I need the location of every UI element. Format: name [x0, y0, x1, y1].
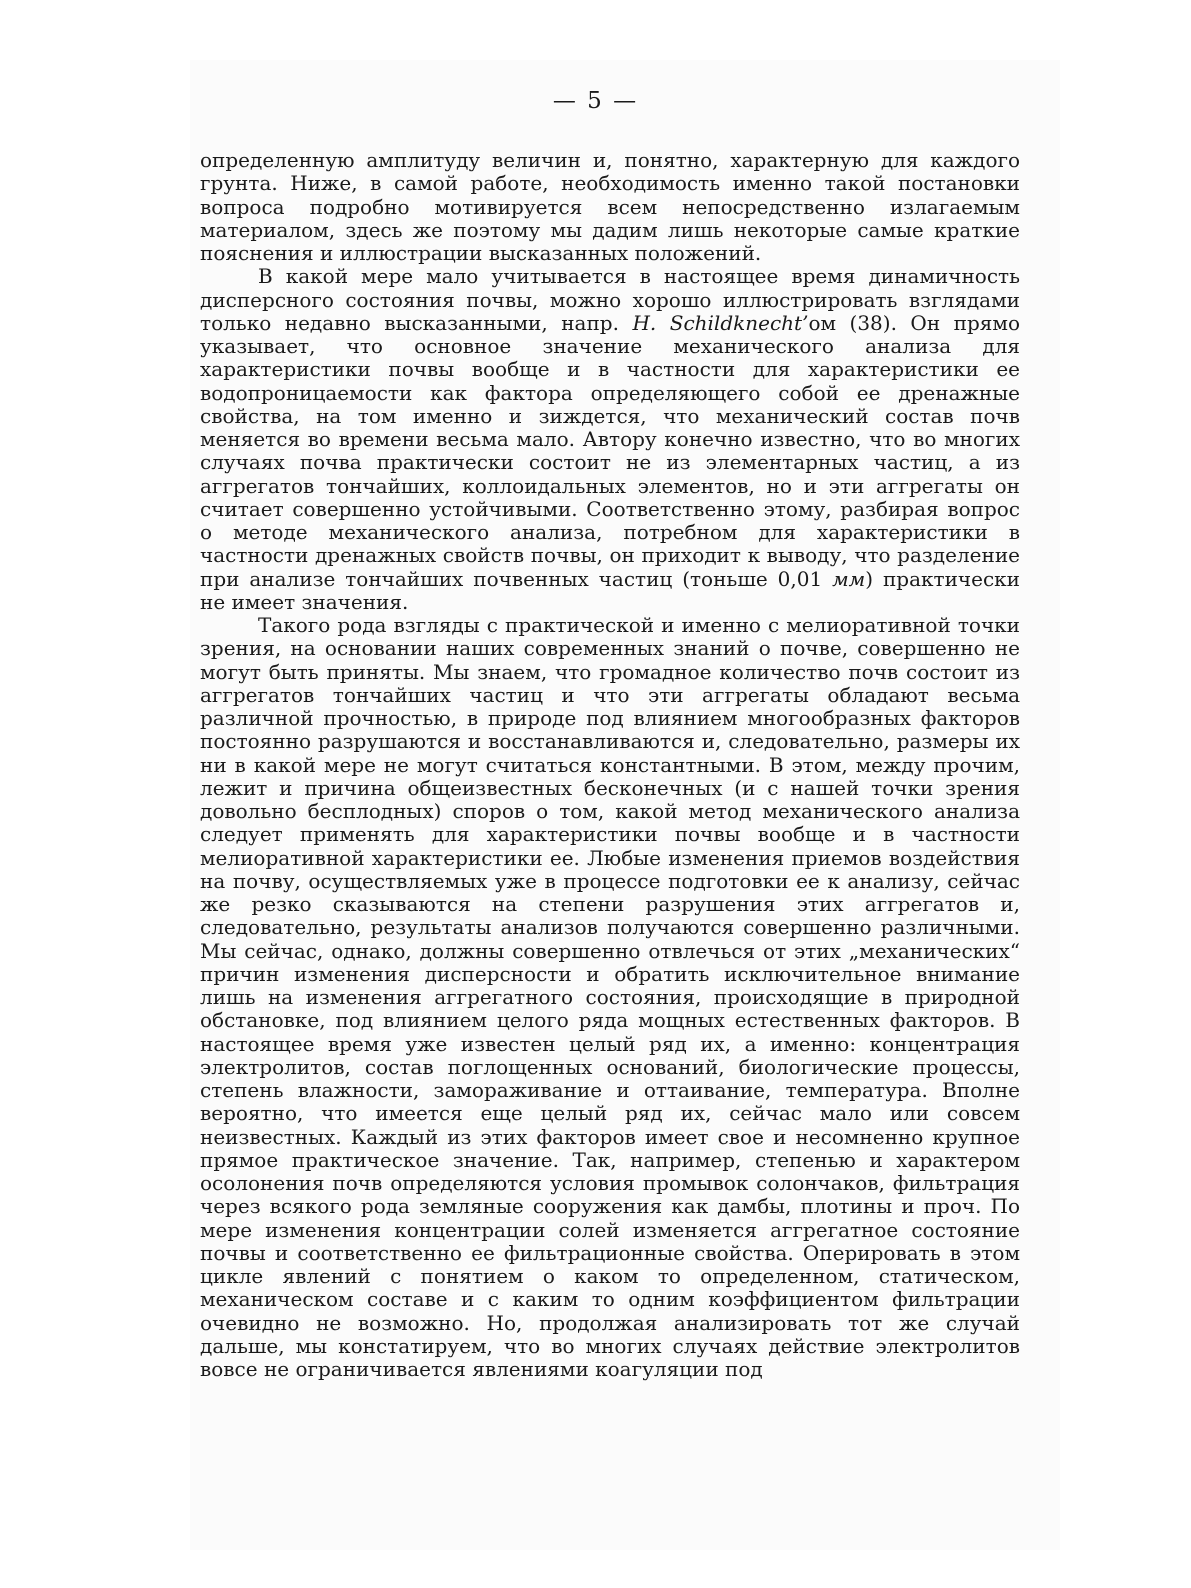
paragraph-text-segment: ом (38). Он прямо указывает, что основное значение механического анализа для характеристики почвы вообще и в частности для характеристики ее водопроницаемости как фактора определяющего собой ее дренажные свойства, на том именно и зиждется, что механический состав почв меняется во времени весьма мало. Автору конечно известно, что во многих случаях почва практически состоит не из элементарных частиц, а из аггрегатов тончайших, коллоидальных элементов, но и эти аггрегаты он считает совершенно устойчивыми. Соответственно этому, разбирая вопрос о методе механического анализа, потребном для характеристики в частности дренажных свойств почвы, он приходит к выводу, что разделение при анализе тончайших почвенных частиц (тоньше 0,01	[200, 310, 1020, 591]
page-number: — 5 —	[552, 88, 639, 114]
paragraph-text-segment: В какой мере мало учитывается в настоящее время динамичность дисперсного состояния почвы, можно хорошо иллюстрировать взглядами только недавно высказанными, напр.	[200, 264, 1020, 335]
unit-italic: мм	[832, 566, 866, 591]
paragraph-melioration: Такого рода взгляды с практической и именно с мелиоративной точки зрения, на основании наших современных знаний о почве, совершенно не могут быть приняты. Мы знаем, что громадное количество почв состоит из аггрегатов тончайших частиц и что эти аггрегаты обладают весьма различной прочностью, в природе под влиянием многообразных факторов постоянно разрушаются и восстанавливаются и, следовательно, размеры их ни в какой мере не могут считаться константными. В этом, между прочим, лежит и причина общеизвестных бесконечных (и с нашей точки зрения довольно бесплодных) споров о том, какой метод механического анализа следует применять для характеристики почвы вообще и в частности мелиоративной характеристики ее. Любые изменения приемов воздействия на почву, осуществляемых уже в процессе подготовки ее к анализу, сейчас же резко сказываются на степени разрушения этих аггрегатов и, следовательно, результаты анализов получаются совершенно различными. Мы сейчас, однако, должны совершенно отвлечься от этих „механических“ причин изменения дисперсности и обратить исключительное внимание лишь на изменения аггрегатного состояния, происходящие в природной обстановке, под влиянием целого ряда мощных естественных факторов. В настоящее время уже известен целый ряд их, а именно: концентрация электролитов, состав поглощенных оснований, биологические процессы, степень влажности, замораживание и оттаивание, температура. Вполне вероятно, что имеется еще целый ряд их, сейчас мало или совсем неизвестных. Каждый из этих факторов имеет свое и несомненно крупное прямое практическое значение. Так, например, степенью и характером осолонения почв определяются условия промывок солончаков, фильтрация через всякого рода земляные сооружения как дамбы, плотины и проч. По мере изменения концентрации солей изменяется аггрегатное состояние почвы и соответственно ее фильтрационные свойства. Оперировать в этом цикле явлений с понятием о каком то определенном, статическом, механическом составе и с каким то одним коэффициентом фильтрации очевидно не возможно. Но, продолжая анализировать тот же случай дальше, мы констатируем, что во многих случаях действие электролитов вовсе не ограничивается явлениями коагуляции под	[200, 613, 1020, 1381]
paragraph-continuation: определенную амплитуду величин и, понятно, характерную для каждого грунта. Ниже, в самой работе, необходимость именно такой постановки вопроса подробно мотивируется всем непосредственно излагаемым материалом, здесь же поэтому мы дадим лишь некоторые самые краткие пояснения и иллюстрации высказанных положений.	[200, 148, 1020, 265]
paragraph-schildknecht	[200, 265, 1020, 614]
author-name-italic: H. Schildknecht’	[632, 310, 809, 335]
paragraph-text-segment: ) практически не имеет значения.	[200, 566, 1020, 614]
body-text	[200, 149, 1020, 1381]
